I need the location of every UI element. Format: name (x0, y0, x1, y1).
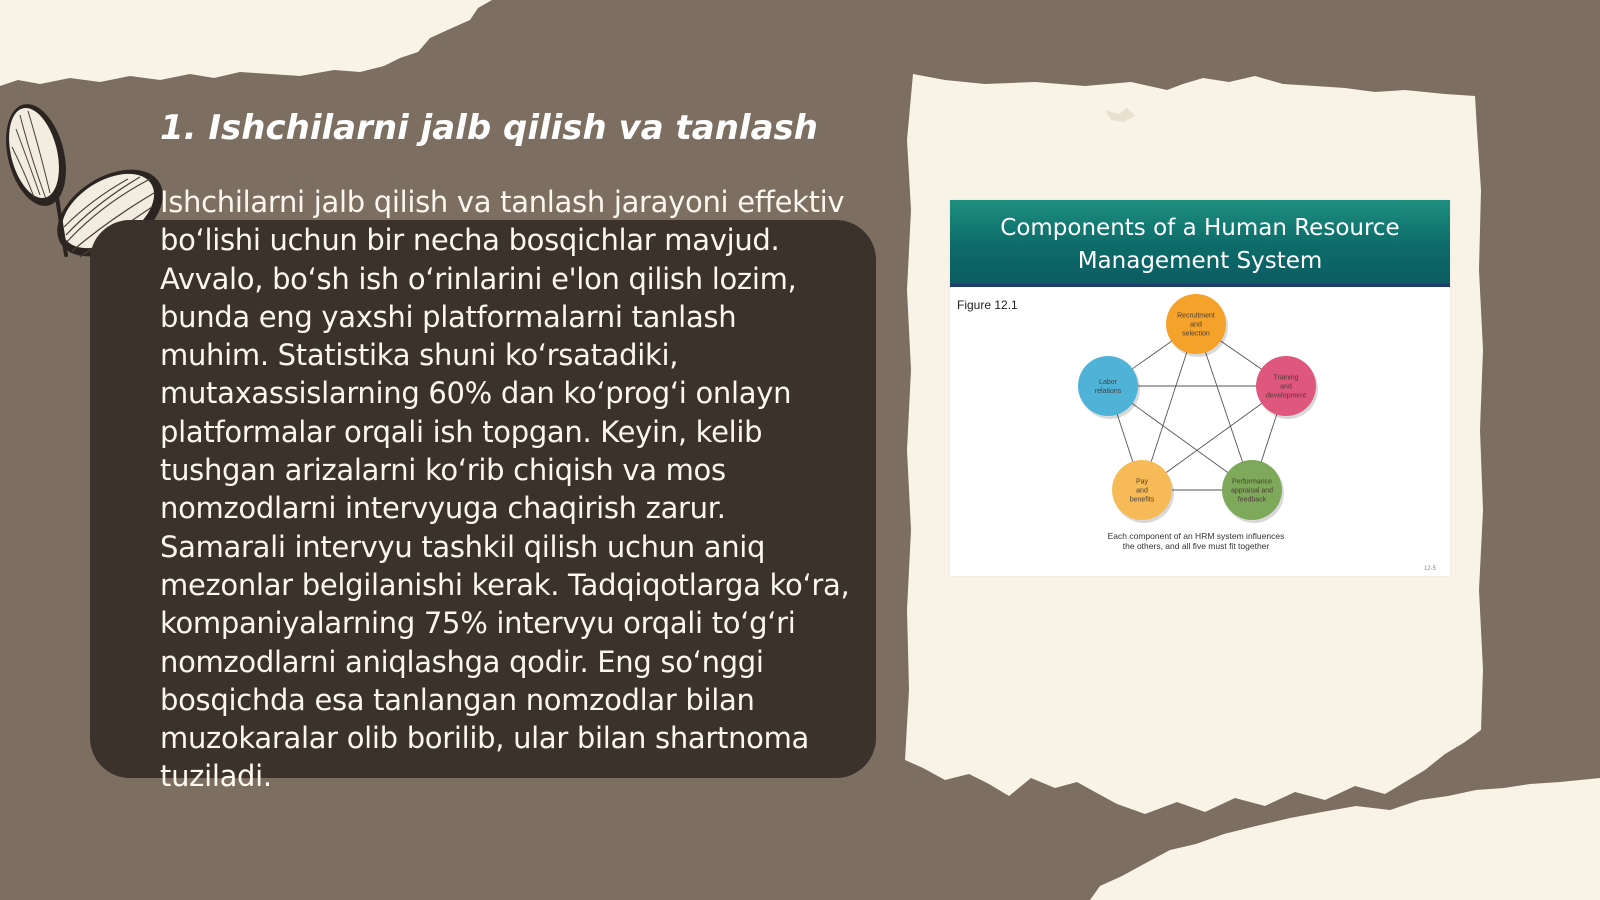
node-circle (1078, 356, 1138, 416)
node-label: Pay (1135, 478, 1149, 486)
node-training (1256, 356, 1318, 419)
node-performance (1222, 460, 1284, 523)
figure-header (950, 200, 1450, 287)
node-label: benefits (1129, 496, 1155, 504)
figure-page-number: 12-5 (1424, 566, 1437, 572)
node-label: appraisal and (1230, 487, 1274, 495)
figure-caption: the others, and all five must fit together (1122, 541, 1270, 551)
node-label: relations (1094, 388, 1122, 395)
hrm-figure-image (950, 200, 1450, 576)
figure-caption: Each component of an HRM system influences (1107, 531, 1285, 541)
node-pay (1112, 460, 1174, 523)
node-recruitment (1166, 294, 1228, 357)
node-label: Recruitment (1177, 312, 1215, 320)
node-label: development (1265, 392, 1307, 400)
node-label: Performance (1231, 478, 1273, 486)
node-label: Labor (1099, 379, 1117, 386)
slide-body-text: Ishchilarni jalb qilish va tanlash jarayoni effektiv boʻlishi uchun bir necha bosqichlar mavjud. Avvalo, boʻsh ish oʻrinlarini e'lon qilish lozim, bunda eng yaxshi platformalarni tanlash muhim. Statistika shuni koʻrsatadiki, mutaxassislarning 60% dan koʻprogʻi onlayn platformalar orqali ish topgan. Keyin, kelib tushgan arizalarni koʻrib chiqish va mos nomzodlarni intervyuga chaqirish zarur. Samarali intervyu tashkil qilish uchun aniq mezonlar belgilanishi kerak. Tadqiqotlarga koʻra, kompaniyalarning 75% intervyu orqali toʻgʻri nomzodlarni aniqlashga qodir. Eng soʻnggi bosqichda esa tanlangan nomzodlar bilan muzokaralar olib borilib, ular bilan shartnoma tuziladi. (160, 185, 850, 794)
node-label: selection (1182, 330, 1210, 338)
node-label: Training (1273, 374, 1299, 382)
torn-paper-top-left (0, 0, 492, 86)
node-labor (1078, 356, 1140, 419)
node-label: and (1190, 321, 1202, 329)
figure-label: Figure 12.1 (957, 298, 1018, 312)
figure-title: Components of a Human Resource Management System (1000, 215, 1400, 274)
hrm-components-diagram (950, 284, 1450, 576)
node-label: feedback (1237, 496, 1267, 504)
node-label: and (1280, 383, 1292, 391)
slide-title: 1. Ishchilarni jalb qilish va tanlash (160, 108, 818, 148)
node-label: and (1136, 487, 1148, 495)
